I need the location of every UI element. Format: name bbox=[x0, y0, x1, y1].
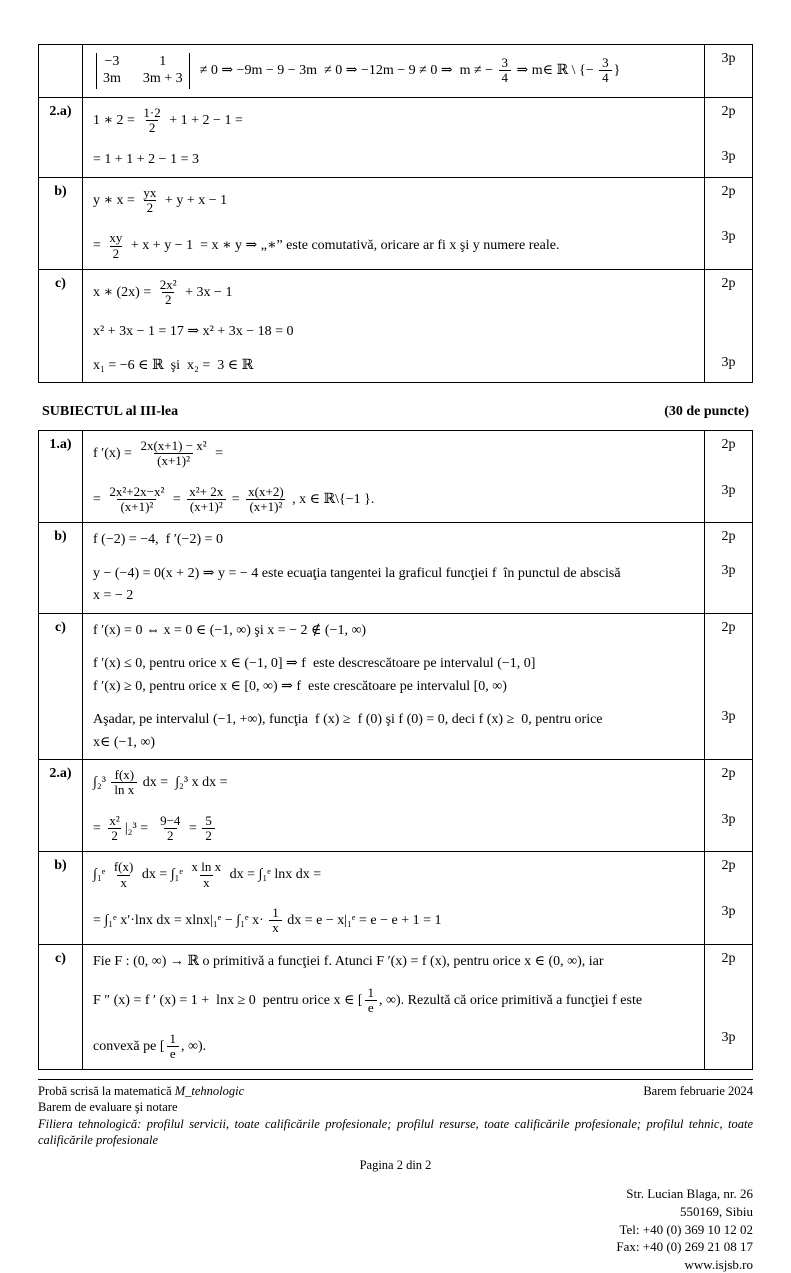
fraction: $\frac{3}{4}$ bbox=[499, 56, 512, 86]
row-segment bbox=[83, 45, 752, 97]
footer-barem-label: Barem de evaluare şi notare bbox=[38, 1100, 178, 1115]
row-body bbox=[83, 178, 752, 269]
page-number: Pagina 2 din 2 bbox=[359, 1158, 432, 1173]
points-cell: 3p bbox=[704, 45, 752, 97]
row-label: b) bbox=[39, 852, 83, 943]
row-body bbox=[83, 431, 752, 522]
footer-filiera-note: Filiera tehnologică: profilul servicii, toate calificările profesionale; profilul resurse, toate calificările profesionale; profilul tehnic, toate calificările profesionale bbox=[38, 1116, 753, 1147]
points-cell: 3p bbox=[704, 143, 752, 177]
section-heading bbox=[42, 403, 749, 421]
solution-content bbox=[83, 614, 704, 648]
math-line: = $\frac{xy}{2}$ + x + y − 1 = x ∗ y ⇒ „∗” este comutativă, oricare ar fi x şi y numere reale. bbox=[93, 230, 560, 261]
points-cell: 2p bbox=[704, 431, 752, 477]
address-city: 550169, Sibiu bbox=[680, 1204, 753, 1220]
row-label: 2.a) bbox=[39, 98, 83, 177]
math-line: x ∗ (2x) = $\frac{\text{2x²}}{2}$ + 3x − 1 bbox=[93, 276, 233, 308]
fraction: $\frac{\text{x²}}{2}$ bbox=[109, 812, 120, 844]
fraction: $\frac{9-4}{2}$ bbox=[160, 812, 181, 844]
row-label: c) bbox=[39, 614, 83, 760]
row-segment bbox=[83, 223, 752, 269]
solution-content bbox=[83, 945, 704, 979]
solution-content bbox=[83, 270, 704, 316]
barem-table-subject2 bbox=[38, 44, 753, 383]
row-label bbox=[39, 45, 83, 97]
fraction: $\frac{1}{e}$ bbox=[365, 986, 378, 1016]
fraction: $\frac{\text{2x(x+1) − x²}}{\text{(x+1)²}}$ bbox=[140, 437, 207, 469]
row-label: 1.a) bbox=[39, 431, 83, 522]
points-cell: 2p bbox=[704, 178, 752, 224]
fraction: $\frac{f(x)}{\text{ln x}}$ bbox=[111, 768, 137, 798]
row-body bbox=[83, 523, 752, 613]
points-cell: 2p bbox=[704, 614, 752, 648]
points-cell: 2p bbox=[704, 852, 752, 898]
fraction: $\frac{1}{x}$ bbox=[269, 906, 282, 936]
fraction: $\frac{\text{x ln x}}{x}$ bbox=[191, 859, 222, 890]
determinant: −3 1 3m 3m + 3 bbox=[96, 53, 190, 89]
section-title: SUBIECTUL al III-lea bbox=[42, 404, 179, 420]
fraction: $\frac{\text{2x²}}{2}$ bbox=[159, 276, 177, 308]
solution-content bbox=[83, 178, 704, 224]
table-row bbox=[39, 944, 752, 1070]
points-cell: 2p bbox=[704, 760, 752, 806]
solution-content bbox=[83, 647, 704, 703]
solution-content bbox=[83, 1024, 704, 1070]
row-segment bbox=[83, 703, 752, 759]
points-cell: 3p bbox=[704, 703, 752, 759]
table-row bbox=[39, 759, 752, 851]
table-row bbox=[39, 97, 752, 177]
section-points-total: (30 de puncte) bbox=[664, 404, 749, 420]
page-footer bbox=[38, 1079, 753, 1273]
table-row bbox=[39, 613, 752, 760]
math-line: F ″ (x) = f ′ (x) = 1 + lnx ≥ 0 pentru orice x ∈ [ $\frac{1}{e}$ , ∞). Rezultă că orice primitivă a funcţiei f este bbox=[93, 985, 643, 1016]
fraction: $\frac{f(x)}{x}$ bbox=[113, 859, 134, 890]
row-label: c) bbox=[39, 270, 83, 383]
points-cell bbox=[704, 315, 752, 349]
address-block bbox=[38, 1185, 753, 1273]
footer-exam-name-italic: M_tehnologic bbox=[174, 1084, 245, 1099]
math-line: y ∗ x = $\frac{yx}{2}$ + y + x − 1 bbox=[93, 184, 228, 215]
table-row bbox=[39, 431, 752, 522]
row-segment bbox=[83, 349, 752, 383]
points-cell: 3p bbox=[704, 898, 752, 944]
row-body bbox=[83, 45, 752, 97]
solution-content bbox=[83, 978, 704, 1024]
solution-content bbox=[83, 898, 704, 944]
math-line: f ′(x) ≤ 0, pentru orice x ∈ (−1, 0] ⇒ f este descrescătoare pe intervalul (−1, 0] bbox=[93, 656, 536, 672]
barem-table-subject3 bbox=[38, 430, 753, 1070]
solution-content bbox=[83, 45, 704, 97]
points-cell: 2p bbox=[704, 98, 752, 144]
row-body bbox=[83, 98, 752, 177]
row-segment bbox=[83, 647, 752, 703]
fraction: $\frac{\text{2x²+2x−x²}}{\text{(x+1)²}}$ bbox=[109, 483, 165, 514]
table-row bbox=[39, 522, 752, 613]
row-segment bbox=[83, 614, 752, 648]
points-cell: 2p bbox=[704, 270, 752, 316]
row-label: b) bbox=[39, 523, 83, 613]
solution-content bbox=[83, 703, 704, 759]
points-cell: 3p bbox=[704, 223, 752, 269]
row-segment bbox=[83, 143, 752, 177]
fraction: $\frac{x(x+2)}{\text{(x+1)²}}$ bbox=[248, 483, 284, 514]
footer-exam-name bbox=[38, 1083, 244, 1099]
points-cell: 3p bbox=[704, 349, 752, 383]
fraction: $\frac{3}{4}$ bbox=[599, 56, 612, 86]
math-line: f ′(x) ≥ 0, pentru orice x ∈ [0, ∞) ⇒ f este crescătoare pe intervalul [0, ∞) bbox=[93, 678, 507, 694]
solution-content bbox=[83, 523, 704, 557]
fraction: $\frac{1\cdot 2}{2}$ bbox=[143, 104, 161, 135]
points-cell bbox=[704, 647, 752, 703]
math-line: = 1 + 1 + 2 − 1 = 3 bbox=[93, 152, 199, 168]
row-label: c) bbox=[39, 945, 83, 1070]
math-line: y − (−4) = 0(x + 2) ⇒ y = − 4 este ecuaţia tangentei la graficul funcţiei f în punctul de abscisă bbox=[93, 565, 621, 581]
points-cell: 3p bbox=[704, 1024, 752, 1070]
math-line: Aşadar, pe intervalul (−1, +∞), funcţia f (x) ≥ f (0) şi f (0) = 0, deci f (x) ≥ 0, pentru orice bbox=[93, 712, 603, 728]
math-line: = $\frac{\text{x²}}{2}$ |₂³ = $\frac{9-4}{2}$ = $\frac{5}{2}$ bbox=[93, 814, 694, 844]
row-segment bbox=[83, 945, 752, 979]
row-label: 2.a) bbox=[39, 760, 83, 851]
math-line: ∫₁ᵉ $\frac{f(x)}{x}$ dx = ∫₁ᵉ $\frac{\text{x ln x}}{x}$ dx = ∫₁ᵉ lnx dx = bbox=[93, 859, 322, 890]
row-segment bbox=[83, 1024, 752, 1070]
math-line: ∫₂³ $\frac{f(x)}{\text{ln x}}$ dx = ∫₂³ x dx = bbox=[93, 767, 228, 798]
math-line: x² + 3x − 1 = 17 ⇒ x² + 3x − 18 = 0 bbox=[93, 324, 294, 340]
footer-barem-date: Barem februarie 2024 bbox=[643, 1084, 753, 1099]
solution-content bbox=[83, 98, 704, 144]
solution-content bbox=[83, 223, 704, 269]
row-segment bbox=[83, 431, 752, 477]
address-website: www.isjsb.ro bbox=[684, 1256, 753, 1272]
solution-content bbox=[83, 143, 704, 177]
math-line: 1 ∗ 2 = $\frac{1\cdot 2}{2}$ + 1 + 2 − 1 = bbox=[93, 104, 243, 135]
row-segment bbox=[83, 477, 752, 523]
solution-content bbox=[83, 315, 704, 349]
row-body bbox=[83, 945, 752, 1070]
row-segment bbox=[83, 978, 752, 1024]
fraction: $\frac{1}{e}$ bbox=[167, 1032, 180, 1062]
math-line: = $\frac{\text{2x²+2x−x²}}{\text{(x+1)²}}$ = $\frac{\text{x²+ 2x}}{\text{(x+1)²}}$ = $\frac{x(x+2)}{\text{(x+1)²}}$ , x ∈ ℝ\{−1 }. bbox=[93, 483, 375, 514]
row-segment bbox=[83, 178, 752, 224]
solution-content bbox=[83, 349, 704, 383]
row-segment bbox=[83, 806, 752, 852]
solution-content bbox=[83, 431, 704, 477]
address-fax: Fax: +40 (0) 269 21 08 17 bbox=[616, 1239, 753, 1255]
row-segment bbox=[83, 315, 752, 349]
points-cell: 3p bbox=[704, 477, 752, 523]
fraction: $\frac{yx}{2}$ bbox=[143, 184, 157, 215]
fraction: $\frac{5}{2}$ bbox=[202, 814, 215, 844]
row-segment bbox=[83, 98, 752, 144]
row-segment bbox=[83, 852, 752, 898]
solution-content bbox=[83, 852, 704, 898]
row-segment bbox=[83, 760, 752, 806]
table-row bbox=[39, 851, 752, 943]
row-segment bbox=[83, 270, 752, 316]
points-cell: 3p bbox=[704, 557, 752, 613]
fraction: $\frac{xy}{2}$ bbox=[109, 230, 123, 261]
points-cell: 2p bbox=[704, 523, 752, 557]
row-label: b) bbox=[39, 178, 83, 269]
math-line: x = − 2 bbox=[93, 588, 134, 604]
math-line: x₁ = −6 ∈ ℝ şi x₂ = 3 ∈ ℝ bbox=[93, 357, 254, 373]
math-line: = ∫₁ᵉ x′·lnx dx = xlnx|₁ᵉ − ∫₁ᵉ x· $\frac{1}{x}$ dx = e − x|₁ᵉ = e − e + 1 = 1 bbox=[93, 904, 442, 936]
math-line: f ′(x) = 0 ⇔ x = 0 ∈ (−1, ∞) şi x = − 2 ∉ (−1, ∞) bbox=[93, 622, 367, 638]
address-tel: Tel: +40 (0) 369 10 12 02 bbox=[619, 1221, 753, 1237]
math-line: convexă pe [ $\frac{1}{e}$ , ∞). bbox=[93, 1030, 207, 1061]
row-body bbox=[83, 270, 752, 383]
math-line: f ′(x) = $\frac{\text{2x(x+1) − x²}}{\text{(x+1)²}}$ = bbox=[93, 437, 224, 469]
points-cell: 3p bbox=[704, 806, 752, 852]
row-segment bbox=[83, 898, 752, 944]
address-street: Str. Lucian Blaga, nr. 26 bbox=[626, 1186, 753, 1202]
solution-content bbox=[83, 557, 704, 613]
row-body bbox=[83, 852, 752, 943]
row-segment bbox=[83, 557, 752, 613]
row-body bbox=[83, 760, 752, 851]
table-row bbox=[39, 177, 752, 269]
fraction: $\frac{\text{x²+ 2x}}{\text{(x+1)²}}$ bbox=[186, 485, 226, 515]
solution-content bbox=[83, 477, 704, 523]
math-line: Fie F : (0, ∞) → ℝ o primitivă a funcţiei f. Atunci F ′(x) = f (x), pentru orice x ∈ (0, ∞), iar bbox=[93, 953, 604, 969]
table-row bbox=[39, 45, 752, 97]
points-cell: 2p bbox=[704, 945, 752, 979]
solution-content bbox=[83, 806, 704, 852]
footer-first-row bbox=[38, 1083, 753, 1099]
math-line: −3 1 3m 3m + 3 ≠ 0 ⇒ −9m − 9 − 3m ≠ 0 ⇒ −12m − 9 ≠ 0 ⇒ m ≠ − $\frac{3}{4}$ ⇒ m∈ ℝ \ {− $\frac{3}{4}$ } bbox=[93, 53, 694, 89]
footer-exam-name-prefix: Probă scrisă la matematică bbox=[38, 1084, 175, 1099]
math-line: f (−2) = −4, f ′(−2) = 0 bbox=[93, 532, 224, 548]
solution-content bbox=[83, 760, 704, 806]
points-cell bbox=[704, 978, 752, 1024]
math-line: x∈ (−1, ∞) bbox=[93, 734, 156, 750]
table-row bbox=[39, 269, 752, 383]
row-segment bbox=[83, 523, 752, 557]
row-body bbox=[83, 614, 752, 760]
